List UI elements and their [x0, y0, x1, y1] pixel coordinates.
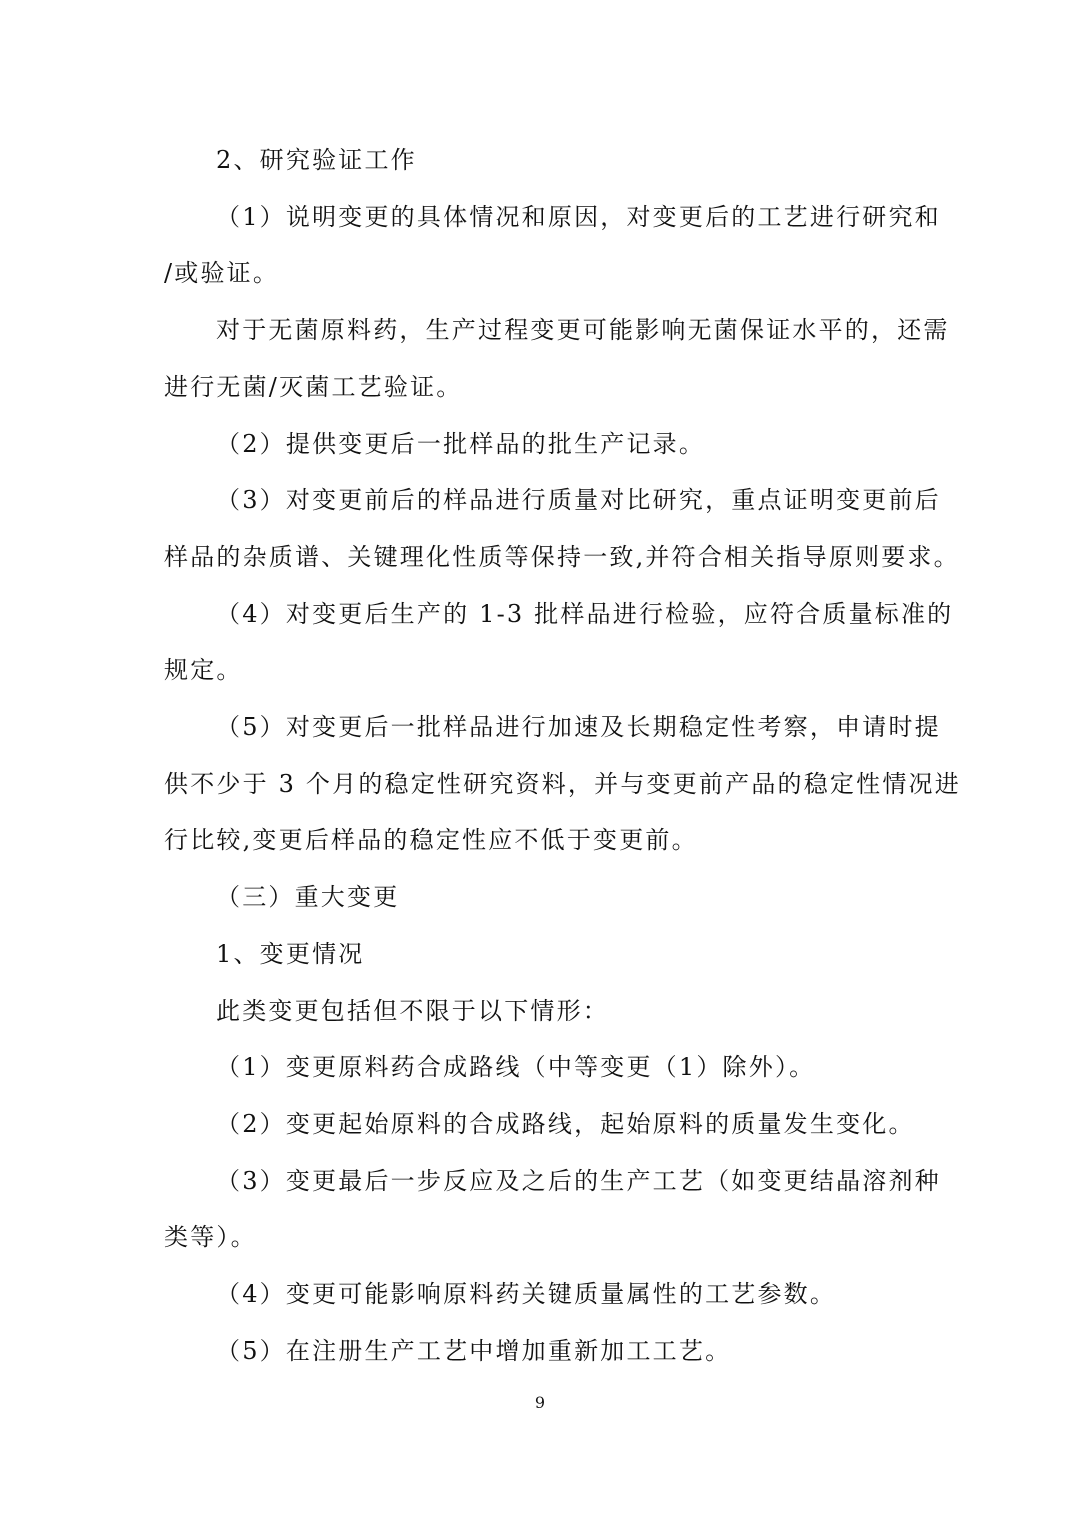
- heading-change-situation: 1、变更情况: [216, 939, 365, 968]
- item-4-line-1: （4）对变更后生产的 1-3 批样品进行检验，应符合质量标准的: [216, 599, 954, 628]
- major-item-3-line-2: 类等）。: [164, 1223, 257, 1252]
- heading-major-change: （三）重大变更: [216, 883, 400, 912]
- item-1-line-1: （1）说明变更的具体情况和原因，对变更后的工艺进行研究和: [216, 202, 941, 231]
- page-content: [164, 132, 961, 1379]
- page-number: 9: [534, 1393, 546, 1412]
- major-item-5: （5）在注册生产工艺中增加重新加工工艺。: [216, 1336, 732, 1365]
- item-2: （2）提供变更后一批样品的批生产记录。: [216, 429, 706, 458]
- heading-research-verification: 2、研究验证工作: [216, 146, 417, 174]
- major-item-1: （1）变更原料药合成路线（中等变更（1）除外）。: [216, 1053, 816, 1082]
- item-5-line-1: （5）对变更后一批样品进行加速及长期稳定性考察，申请时提: [216, 713, 941, 742]
- change-intro: 此类变更包括但不限于以下情形：: [216, 996, 609, 1025]
- major-item-2: （2）变更起始原料的合成路线，起始原料的质量发生变化。: [216, 1109, 915, 1138]
- sterile-note-line-1: 对于无菌原料药，生产过程变更可能影响无菌保证水平的，还需: [216, 316, 950, 345]
- item-5-line-2: 供不少于 3 个月的稳定性研究资料，并与变更前产品的稳定性情况进: [164, 769, 961, 798]
- item-5-line-3: 行比较,变更后样品的稳定性应不低于变更前。: [164, 826, 698, 855]
- sterile-note-line-2: 进行无菌/灭菌工艺验证。: [164, 372, 463, 401]
- item-1-line-2: /或验证。: [164, 259, 280, 288]
- major-item-4: （4）变更可能影响原料药关键质量属性的工艺参数。: [216, 1280, 837, 1309]
- item-4-line-2: 规定。: [164, 656, 243, 685]
- item-3-line-1: （3）对变更前后的样品进行质量对比研究，重点证明变更前后: [216, 486, 941, 515]
- item-3-line-2: 样品的杂质谱、关键理化性质等保持一致,并符合相关指导原则要求。: [164, 542, 960, 571]
- major-item-3-line-1: （3）变更最后一步反应及之后的生产工艺（如变更结晶溶剂种: [216, 1166, 941, 1195]
